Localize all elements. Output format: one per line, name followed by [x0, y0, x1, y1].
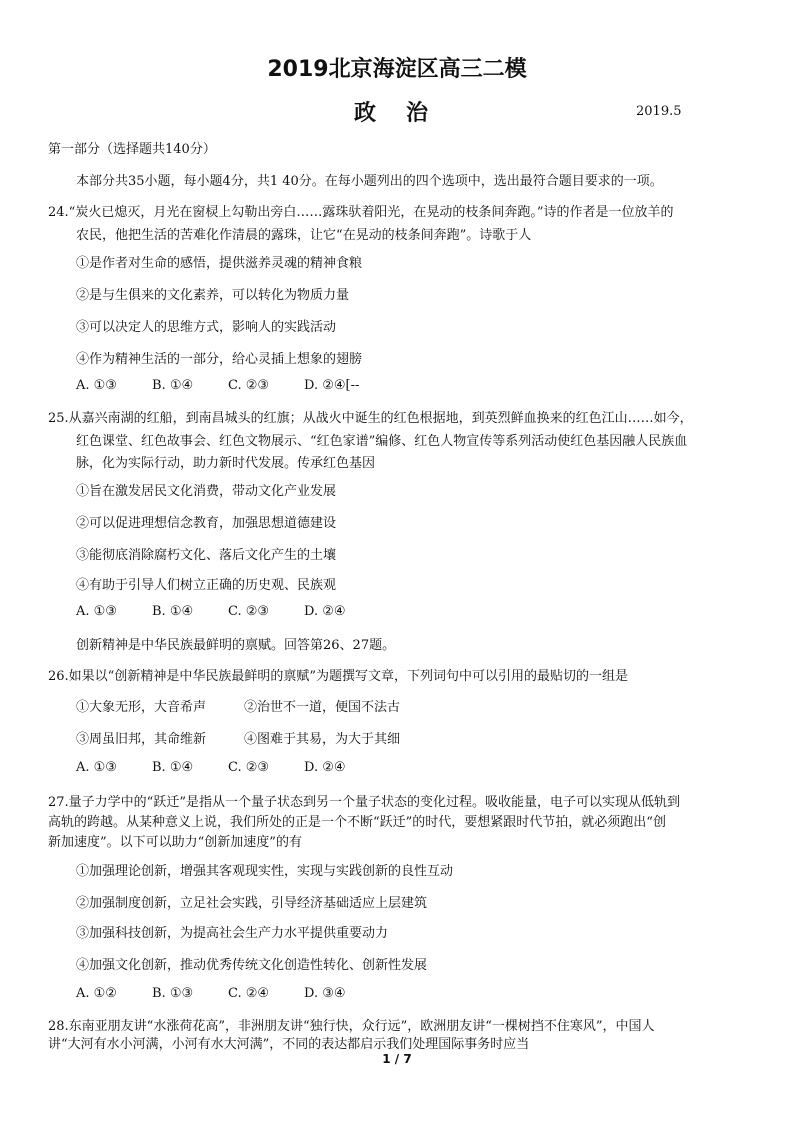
- question-27-line-1: 27.量子力学中的“跃迁”是指从一个量子状态到另一个量子状态的变化过程。吸收能量，电子可以实现从低轨到: [48, 795, 680, 810]
- choice-c: C. ②③: [228, 378, 270, 393]
- choice-b: B. ①③: [152, 986, 194, 1001]
- choice-d: D. ②④[--: [304, 378, 360, 393]
- question-28-line-1: 28.东南亚朋友讲“水涨荷花高”，非洲朋友讲“独行快，众行远”，欧洲朋友讲“一棵树挡不住寒风”，中国人: [48, 1019, 655, 1034]
- question-25-choices: [76, 604, 380, 619]
- question-26-option-4: ④图难于其易，为大于其细: [244, 732, 401, 747]
- section-title: 第一部分（选择题共140分）: [48, 142, 216, 157]
- question-25-option-3: ③能彻底消除腐朽文化、落后文化产生的土壤: [76, 548, 337, 563]
- question-24-option-4: ④作为精神生活的一部分，给心灵插上想象的翅膀: [76, 352, 363, 367]
- question-26-line-1: 26.如果以“创新精神是中华民族最鲜明的禀赋”为题撰写文章，下列词句中可以引用的最贴切的一组是: [48, 669, 628, 684]
- question-26-options-row-1: [76, 696, 400, 715]
- choice-a: A. ①②: [76, 986, 117, 1001]
- choice-c: C. ②③: [228, 760, 270, 775]
- question-26-option-2: ②治世不一道，便国不法古: [244, 700, 401, 715]
- question-26-choices: [76, 760, 380, 775]
- choice-b: B. ①④: [152, 378, 194, 393]
- question-27-line-2: 高轨的跨越。从某种意义上说，我们所处的正是一个不断“跃迁”的时代，要想紧跟时代节拍，就必须跑出“创: [48, 815, 666, 830]
- question-28-line-2: 讲“大河有水小河满，小河有水大河满”，不同的表达都启示我们处理国际事务时应当: [48, 1037, 530, 1052]
- question-25-option-1: ①旨在激发居民文化消费，带动文化产业发展: [76, 484, 337, 499]
- question-24-line-1: 24.“炭火已熄灭，月光在窗棂上勾勒出旁白……露珠驮着阳光，在晃动的枝条间奔跑。”诗的作者是一位放羊的: [48, 205, 674, 220]
- exam-date: 2019.5: [636, 104, 682, 119]
- subject-title: 政治: [354, 101, 459, 126]
- question-24-option-2: ②是与生俱来的文化素养，可以转化为物质力量: [76, 288, 350, 303]
- question-25-line-3: 脉，化为实际行动，助力新时代发展。传承红色基因: [76, 456, 376, 471]
- choice-d: D. ②④: [304, 760, 346, 775]
- question-27-option-1: ①加强理论创新，增强其客观现实性，实现与实践创新的良性互动: [76, 864, 454, 879]
- question-25-option-2: ②可以促进理想信念教育，加强思想道德建设: [76, 516, 337, 531]
- question-24-option-3: ③可以决定人的思维方式，影响人的实践活动: [76, 320, 337, 335]
- question-27-option-3: ③加强科技创新，为提高社会生产力水平提供重要动力: [76, 926, 389, 941]
- question-26-option-3: ③周虽旧邦，其命维新: [76, 732, 207, 747]
- choice-a: A. ①③: [76, 378, 117, 393]
- page-number: 1 / 7: [382, 1052, 412, 1066]
- question-27-option-4: ④加强文化创新，推动优秀传统文化创造性转化、创新性发展: [76, 958, 428, 973]
- choice-c: C. ②③: [228, 604, 270, 619]
- question-26-options-row-2: [76, 728, 400, 747]
- question-27-choices: [76, 986, 380, 1001]
- choice-b: B. ①④: [152, 604, 194, 619]
- question-27-line-3: 新加速度”。以下可以助力“创新加速度”的有: [48, 835, 302, 850]
- intro-26-27: 创新精神是中华民族最鲜明的禀赋。回答第26、27题。: [76, 638, 396, 653]
- question-26-option-1: ①大象无形，大音希声: [76, 700, 207, 715]
- choice-a: A. ①③: [76, 760, 117, 775]
- choice-b: B. ①④: [152, 760, 194, 775]
- question-25-line-1: 25.从嘉兴南湖的红船，到南昌城头的红旗；从战火中诞生的红色根据地，到英烈鲜血换来的红色江山……如今，: [48, 411, 693, 426]
- question-24-choices: [76, 378, 380, 393]
- page-title: 2019北京海淀区高三二模: [267, 57, 527, 82]
- section-instructions: 本部分共35小题，每小题4分，共1 40分。在每小题列出的四个选项中，选出最符合题目要求的一项。: [76, 174, 663, 189]
- choice-c: C. ②④: [228, 986, 270, 1001]
- question-25-line-2: 红色课堂、红色故事会、红色文物展示、“红色家谱”编修、红色人物宣传等系列活动使红色基因融人民族血: [76, 434, 688, 449]
- choice-d: D. ②④: [304, 604, 346, 619]
- question-24-line-2: 农民，他把生活的苦难化作清晨的露珠，让它“在晃动的枝条间奔跑”。诗歌于人: [76, 228, 532, 243]
- question-24-option-1: ①是作者对生命的感悟，提供滋养灵魂的精神食粮: [76, 256, 363, 271]
- choice-a: A. ①③: [76, 604, 117, 619]
- question-27-option-2: ②加强制度创新，立足社会实践，引导经济基础适应上层建筑: [76, 896, 428, 911]
- choice-d: D. ③④: [304, 986, 346, 1001]
- question-25-option-4: ④有助于引导人们树立正确的历史观、民族观: [76, 578, 337, 593]
